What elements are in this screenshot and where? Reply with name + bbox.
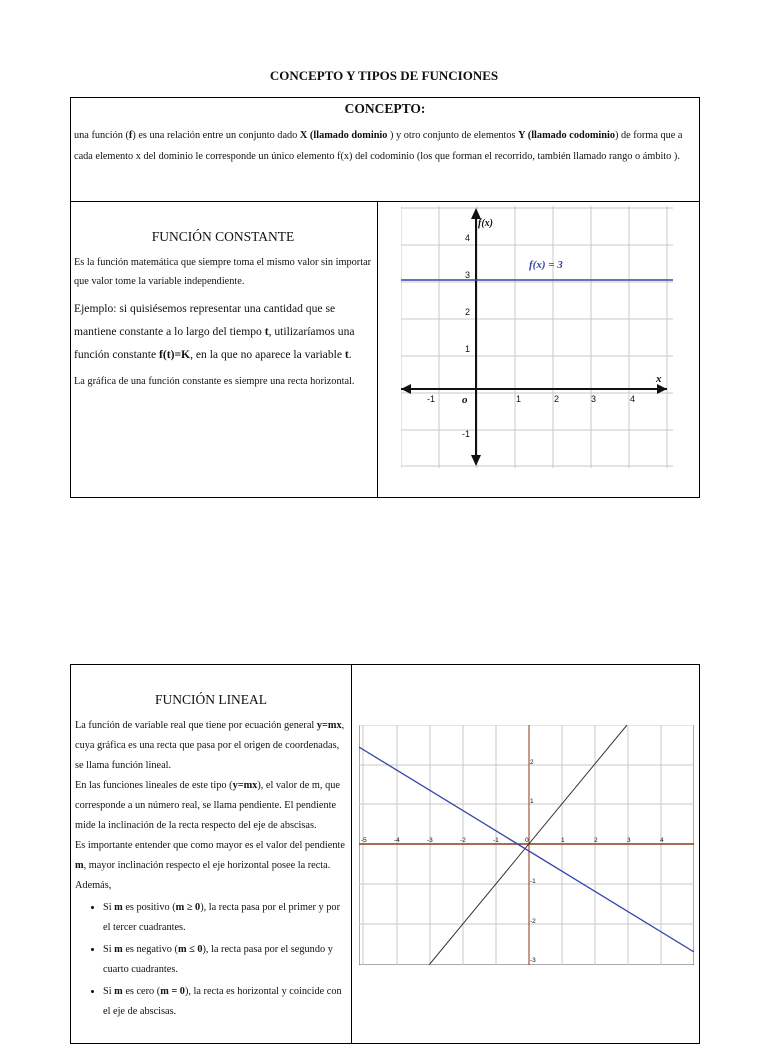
- x-tick-label: 1: [516, 394, 522, 404]
- constant-function-section: [70, 201, 700, 498]
- x-axis-label: x: [656, 373, 662, 385]
- x-tick-label: -5: [361, 837, 367, 844]
- linear-inclination-text: Es importante entender que como mayor es el valor del pendiente m, mayor inclinación respecto el eje horizontal posee la recta. Además,: [75, 840, 345, 891]
- constant-function-graph: [401, 206, 673, 468]
- x-tick-label: 0: [525, 837, 529, 844]
- x-tick-label: -3: [427, 837, 433, 844]
- y-tick-label: -1: [462, 429, 471, 439]
- y-tick-label: -2: [530, 918, 536, 925]
- x-tick-label: 3: [591, 394, 597, 404]
- y-tick-label: 1: [465, 344, 471, 354]
- x-tick-label: 2: [554, 394, 560, 404]
- x-tick-label: 2: [594, 837, 598, 844]
- concept-box: [70, 97, 700, 204]
- constant-title: FUNCIÓN CONSTANTE: [151, 229, 295, 244]
- x-tick-label: -2: [460, 837, 466, 844]
- x-tick-label: -1: [427, 394, 436, 404]
- x-tick-label: 1: [561, 837, 565, 844]
- list-item: • Si m es negativo (m ≤ 0), la recta pasa por el segundo y cuarto cuadrantes.: [103, 940, 347, 980]
- x-tick-label: 4: [660, 837, 664, 844]
- x-tick-label: -1: [493, 837, 499, 844]
- y-axis-down-arrow: [471, 455, 481, 466]
- concept-text: una función (f) es una relación entre un conjunto dado X (llamado dominio ) y otro conjunto de elementos Y (llamado codominio) de forma que a cada elemento x del dominio le corresponde un único elemento f(x) del codominio (los que forman el recorrido, también llamado rango o ámbito ).: [74, 130, 683, 162]
- constant-definition: Es la función matemática que siempre toma el mismo valor sin importar que valor tome la variable independiente.: [74, 257, 372, 287]
- constant-example: Ejemplo: si quisiésemos representar una cantidad que se mantiene constante a lo largo del tiempo t, utilizaríamos una función constante f(t)=K, en la que no aparece la variable t.: [74, 302, 355, 361]
- constant-text-column: [74, 202, 372, 397]
- origin-label: o: [462, 394, 468, 406]
- linear-slope-text: En las funciones lineales de este tipo (y=mx), el valor de m, que corresponde a un número real, se llama pendiente. El pendiente mide la inclinación de la recta respecto del eje de abscisas.: [75, 780, 340, 831]
- page-title: CONCEPTO Y TIPOS DE FUNCIONES: [269, 68, 499, 83]
- y-tick-label: 1: [530, 798, 534, 805]
- function-label: f(x) = 3: [529, 259, 563, 271]
- list-item: • Si m es positivo (m ≥ 0), la recta pasa por el primer y por el tercer cuadrantes.: [103, 898, 347, 938]
- y-tick-label: -3: [530, 957, 536, 964]
- linear-definition: La función de variable real que tiene por ecuación general y=mx, cuya gráfica es una recta que pasa por el origen de coordenadas, se llama función lineal.: [75, 720, 345, 771]
- slope-cases-list: [75, 898, 347, 1022]
- constant-graph-note: La gráfica de una función constante es siempre una recta horizontal.: [74, 376, 355, 387]
- linear-text-column: [75, 665, 347, 1024]
- concept-heading: CONCEPTO:: [344, 101, 426, 116]
- linear-function-section: [70, 664, 700, 1044]
- x-tick-label: -4: [394, 837, 400, 844]
- x-tick-label: 4: [630, 394, 636, 404]
- linear-title: FUNCIÓN LINEAL: [154, 692, 268, 707]
- y-tick-label: 2: [530, 759, 534, 766]
- y-tick-label: 3: [465, 270, 471, 280]
- y-axis-label: f(x): [478, 218, 493, 229]
- list-item: • Si m es cero (m = 0), la recta es horizontal y coincide con el eje de abscisas.: [103, 982, 347, 1022]
- y-tick-label: 4: [465, 233, 471, 243]
- x-tick-label: 3: [627, 837, 631, 844]
- linear-function-graph: [359, 725, 694, 965]
- y-tick-label: -1: [530, 878, 536, 885]
- y-tick-label: 2: [465, 307, 471, 317]
